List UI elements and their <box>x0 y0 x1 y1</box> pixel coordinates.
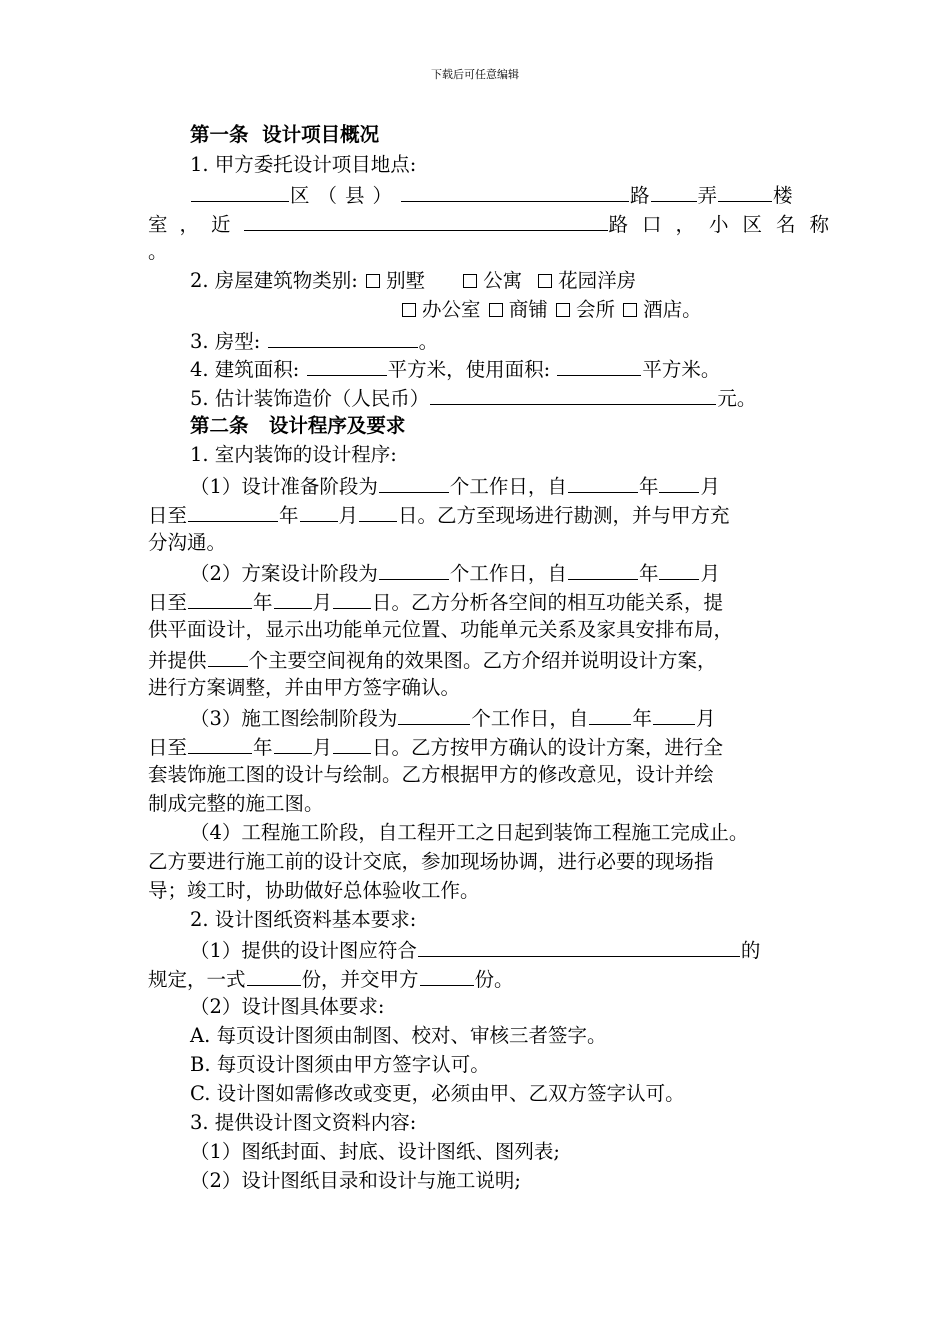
copies-total-blank[interactable] <box>247 965 301 986</box>
item-2-building-type-2 <box>400 297 702 323</box>
copies-line <box>148 965 514 991</box>
text-l16b: 个工作日，自 <box>449 562 567 585</box>
text-opt3: 花园洋房 <box>558 269 637 292</box>
checkbox-hotel[interactable] <box>623 303 637 317</box>
stage-3-line <box>190 704 715 730</box>
stage-2-line-4 <box>148 646 717 672</box>
stage-3-line-4 <box>148 791 324 817</box>
text-opt5: 商铺 <box>508 298 548 321</box>
text-l29b: 的 <box>740 939 761 962</box>
use-area-blank[interactable] <box>557 355 641 376</box>
stage-2-start-month-blank[interactable] <box>659 559 699 580</box>
item-4-area <box>190 355 720 381</box>
stage-4-line-3 <box>148 878 480 904</box>
stage-3-line-3 <box>148 762 714 788</box>
stage-4-line <box>190 820 748 846</box>
text-l04a: 室，近 <box>148 213 243 236</box>
checkbox-club[interactable] <box>556 303 570 317</box>
stage-2-line-3 <box>148 617 733 643</box>
deliverable-1 <box>190 1139 560 1165</box>
stage-3-line-2 <box>148 733 723 759</box>
text-l33: B. 每页设计图须由甲方签字认可。 <box>190 1053 490 1076</box>
design-procedure-title <box>190 442 397 468</box>
text-l10b: 元。 <box>717 387 757 410</box>
text-l22c: 月 <box>312 736 333 759</box>
text-l26: 乙方要进行施工前的设计交底，参加现场协调，进行必要的现场指 <box>148 850 714 873</box>
stage-1-start-year-blank[interactable] <box>568 472 638 493</box>
stage-3-end-month-blank[interactable] <box>274 733 312 754</box>
deliverable-2 <box>190 1168 521 1194</box>
text-opt7: 酒店。 <box>643 298 702 321</box>
text-l08b: 。 <box>418 330 439 353</box>
item-2-building-type <box>190 268 636 294</box>
room-type-blank[interactable] <box>268 327 418 348</box>
text-l02: 1. 甲方委托设计项目地点: <box>190 153 417 176</box>
text-l13b: 个工作日，自 <box>449 475 567 498</box>
stage-1-end-day-blank[interactable] <box>359 501 397 522</box>
text-l19a: 并提供 <box>148 649 207 672</box>
text-l17c: 月 <box>312 591 333 614</box>
text-l16d: 月 <box>700 562 720 585</box>
text-l14b: 年 <box>279 504 299 527</box>
text-l13a: （1）设计准备阶段为 <box>190 475 378 498</box>
text-l09a: 4. 建筑面积: <box>190 358 300 381</box>
checkbox-garden-house[interactable] <box>538 274 552 288</box>
text-l09c: 平方米。 <box>642 358 721 381</box>
text-l37: （2）设计图纸目录和设计与施工说明; <box>190 1169 521 1192</box>
address-line-2 <box>148 210 843 236</box>
building-blank[interactable] <box>718 181 772 202</box>
address-line-3 <box>148 239 168 265</box>
text-l30c: 份。 <box>474 968 514 991</box>
text-l11: 第二条 设计程序及要求 <box>190 414 406 437</box>
text-l17a: 日至 <box>148 591 188 614</box>
text-l21b: 个工作日，自 <box>471 707 589 730</box>
checkbox-office[interactable] <box>402 303 416 317</box>
text-l14a: 日至 <box>148 504 188 527</box>
text-opt4: 办公室 <box>422 298 481 321</box>
stage-2-line-2 <box>148 588 723 614</box>
stage-1-end-year-blank[interactable] <box>188 501 278 522</box>
text-opt1: 别墅 <box>386 269 426 292</box>
stage-1-line-2 <box>148 501 730 527</box>
lane-blank[interactable] <box>651 181 697 202</box>
item-3-room-type <box>190 327 438 353</box>
checkbox-shop[interactable] <box>489 303 503 317</box>
cost-blank[interactable] <box>430 384 716 405</box>
road-blank[interactable] <box>401 181 629 202</box>
stage-1-line-3 <box>148 530 226 556</box>
text-opt6: 会所 <box>575 298 615 321</box>
text-l05: 。 <box>148 240 168 263</box>
stage-1-line <box>190 472 720 498</box>
stage-4-line-2 <box>148 849 714 875</box>
text-l08a: 3. 房型: <box>190 330 261 353</box>
text-l21a: （3）施工图绘制阶段为 <box>190 707 398 730</box>
checkbox-villa[interactable] <box>366 274 380 288</box>
stage-3-days-blank[interactable] <box>398 704 470 725</box>
stage-1-days-blank[interactable] <box>379 472 449 493</box>
text-l12: 1. 室内装饰的设计程序: <box>190 443 397 466</box>
stage-3-start-year-blank[interactable] <box>589 704 631 725</box>
stage-2-start-year-blank[interactable] <box>568 559 638 580</box>
page-header: 下载后可任意编辑 <box>431 68 519 81</box>
text-l31: （2）设计图具体要求: <box>190 995 385 1018</box>
article-1-heading <box>190 122 379 148</box>
stage-3-end-day-blank[interactable] <box>333 733 371 754</box>
stage-3-end-year-blank[interactable] <box>188 733 252 754</box>
text-l15: 分沟通。 <box>148 531 227 554</box>
text-l13d: 月 <box>700 475 720 498</box>
article-2-heading <box>190 413 405 439</box>
item-1-location <box>190 152 416 178</box>
stage-1-end-month-blank[interactable] <box>300 501 338 522</box>
specific-requirements-title <box>190 994 384 1020</box>
text-l18: 供平面设计，显示出功能单元位置、功能单元关系及家具安排布局， <box>148 618 734 641</box>
text-l03c: 弄 <box>697 184 718 207</box>
text-l35: 3. 提供设计图文资料内容: <box>190 1111 417 1134</box>
text-l17d: 日。乙方分析各空间的相互功能关系，提 <box>372 591 724 614</box>
text-l14d: 日。乙方至现场进行勘测，并与甲方充 <box>398 504 730 527</box>
text-l27: 导；竣工时，协助做好总体验收工作。 <box>148 879 480 902</box>
checkbox-apartment[interactable] <box>463 274 477 288</box>
text-l16c: 年 <box>638 562 659 585</box>
drawing-standard-line <box>190 936 760 962</box>
standard-blank[interactable] <box>418 936 740 957</box>
text-l29a: （1）提供的设计图应符合 <box>190 939 417 962</box>
text-l32: A. 每页设计图须由制图、校对、审核三者签字。 <box>190 1024 607 1047</box>
requirement-b <box>190 1052 490 1078</box>
drawing-requirements-title <box>190 907 416 933</box>
stage-3-start-month-blank[interactable] <box>653 704 695 725</box>
text-l21c: 年 <box>632 707 652 730</box>
views-count-blank[interactable] <box>208 646 248 667</box>
requirement-c <box>190 1081 685 1107</box>
stage-1-start-month-blank[interactable] <box>659 472 699 493</box>
text-l03b: 路 <box>630 184 650 207</box>
item-5-cost <box>190 384 756 410</box>
deliverables-title <box>190 1110 416 1136</box>
text-l13c: 年 <box>638 475 659 498</box>
stage-2-end-month-blank[interactable] <box>274 588 312 609</box>
text-l36: （1）图纸封面、封底、设计图纸、图列表; <box>190 1140 560 1163</box>
text-l23: 套装饰施工图的设计与绘制。乙方根据甲方的修改意见，设计并绘 <box>148 763 714 786</box>
text-l24: 制成完整的施工图。 <box>148 792 324 815</box>
stage-2-days-blank[interactable] <box>379 559 449 580</box>
text-l09b: 平方米，使用面积: <box>387 358 551 381</box>
requirement-a <box>190 1023 606 1049</box>
text-l06a: 2. 房屋建筑物类别: <box>190 269 358 292</box>
text-l20: 进行方案调整，并由甲方签字确认。 <box>148 676 461 699</box>
stage-2-end-year-blank[interactable] <box>188 588 252 609</box>
text-l03d: 楼 <box>773 184 793 207</box>
stage-2-line <box>190 559 720 585</box>
text-l17b: 年 <box>253 591 273 614</box>
stage-2-line-5 <box>148 675 460 701</box>
text-l14c: 月 <box>338 504 359 527</box>
text-l30b: 份，并交甲方 <box>301 968 419 991</box>
text-l25: （4）工程施工阶段，自工程开工之日起到装饰工程施工完成止。 <box>190 821 749 844</box>
stage-2-end-day-blank[interactable] <box>333 588 371 609</box>
text-l01: 第一条 设计项目概况 <box>190 123 380 146</box>
near-road-blank[interactable] <box>244 210 608 231</box>
text-l30a: 规定，一式 <box>148 968 246 991</box>
text-l22a: 日至 <box>148 736 188 759</box>
address-line <box>190 181 793 207</box>
text-opt2: 公寓 <box>483 269 523 292</box>
copies-party-a-blank[interactable] <box>420 965 474 986</box>
text-l03a: 区（县） <box>290 184 401 207</box>
text-l04b: 路口，小区名称 <box>608 213 844 236</box>
text-l22d: 日。乙方按甲方确认的设计方案，进行全 <box>372 736 724 759</box>
text-l10a: 5. 估计装饰造价（人民币） <box>190 387 430 410</box>
district-blank[interactable] <box>191 181 289 202</box>
text-l28: 2. 设计图纸资料基本要求: <box>190 908 417 931</box>
text-l34: C. 设计图如需修改或变更，必须由甲、乙双方签字认可。 <box>190 1082 685 1105</box>
text-l16a: （2）方案设计阶段为 <box>190 562 378 585</box>
build-area-blank[interactable] <box>307 355 387 376</box>
text-l21d: 月 <box>695 707 716 730</box>
text-l22b: 年 <box>253 736 273 759</box>
text-l19b: 个主要空间视角的效果图。乙方介绍并说明设计方案， <box>248 649 717 672</box>
